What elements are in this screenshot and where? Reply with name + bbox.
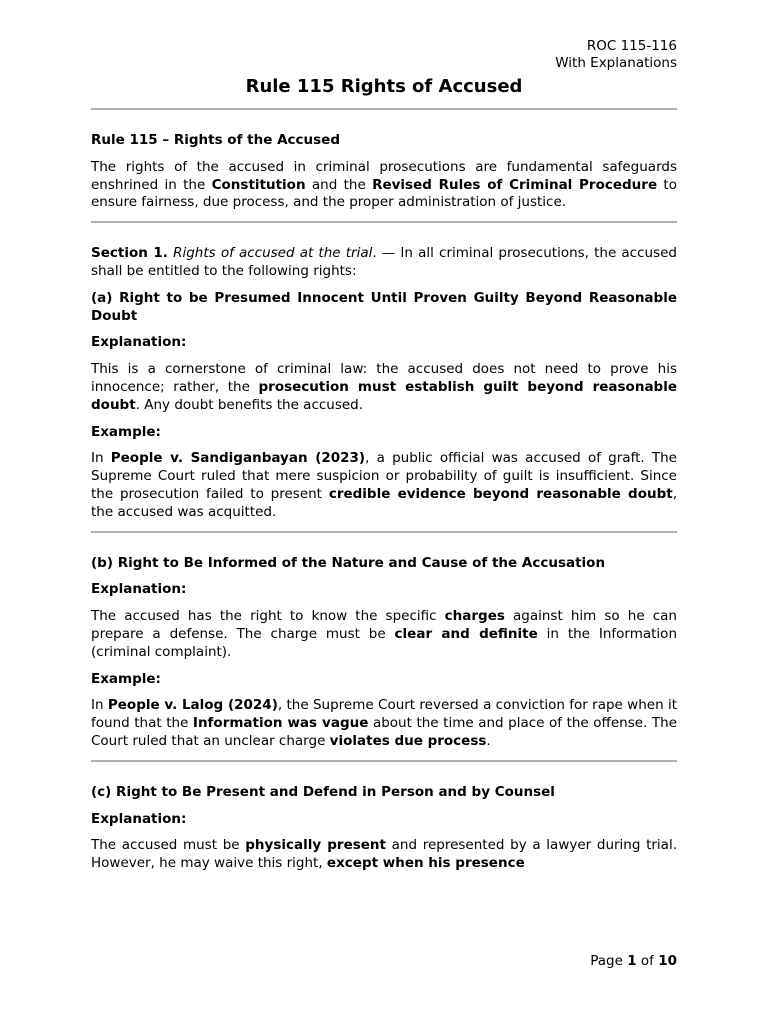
page-title: Rule 115 Rights of Accused <box>245 76 523 97</box>
right-c-heading: (c) Right to Be Present and Defend in Person and by Counsel <box>91 783 555 800</box>
right-c-explanation-label: Explanation: <box>91 810 187 827</box>
page-number: Page 1 of 10 <box>590 953 677 969</box>
right-c-explanation: The accused must be physically present and represented by a lawyer during trial. However, he may waive this right, except when his presence <box>91 837 677 872</box>
right-b-heading: (b) Right to Be Informed of the Nature and Cause of the Accusation <box>91 554 606 571</box>
section-1-intro: Section 1. Rights of accused at the trial. — In all criminal prosecutions, the accused shall be entitled to the following rights: <box>91 245 677 279</box>
right-b-explanation: The accused has the right to know the specific charges against him so he can prepare a defense. The charge must be clear and definite in the Information (criminal complaint). <box>91 608 678 660</box>
divider <box>91 108 677 110</box>
right-a-explanation-label: Explanation: <box>91 334 187 351</box>
page-content <box>91 38 677 873</box>
right-a-explanation: This is a cornerstone of criminal law: the accused does not need to prove his innocence; rather, the prosecution must establish guilt beyond reasonable doubt. Any doubt benefits the accused. <box>91 361 677 413</box>
right-b-example: In People v. Lalog (2024), the Supreme Court reversed a conviction for rape when it found that the Information was vague about the time and place of the offense. The Court ruled that an unclear charge violates due process. <box>91 697 677 749</box>
document-reference <box>91 38 677 72</box>
right-b-example-label: Example: <box>91 670 161 687</box>
divider <box>91 531 677 533</box>
intro-heading: Rule 115 – Rights of the Accused <box>91 132 340 148</box>
reference-line-1: ROC 115-116 <box>586 38 677 54</box>
right-a-example: In People v. Sandiganbayan (2023), a public official was accused of graft. The Supreme Court ruled that mere suspicion or probability of guilt is insufficient. Since the prosecution failed to present credible evidence beyond reasonable doubt, the accused was acquitted. <box>91 450 677 520</box>
divider <box>91 760 677 762</box>
divider <box>91 221 677 223</box>
right-a-example-label: Example: <box>91 423 161 440</box>
right-a-heading: (a) Right to be Presumed Innocent Until Proven Guilty Beyond Reasonable Doubt <box>91 289 677 324</box>
intro-paragraph: The rights of the accused in criminal prosecutions are fundamental safeguards enshrined in the Constitution and the Revised Rules of Criminal Procedure to ensure fairness, due process, and the proper administration of justice. <box>91 158 677 211</box>
reference-line-2: With Explanations <box>555 55 677 71</box>
right-b-explanation-label: Explanation: <box>91 581 187 598</box>
